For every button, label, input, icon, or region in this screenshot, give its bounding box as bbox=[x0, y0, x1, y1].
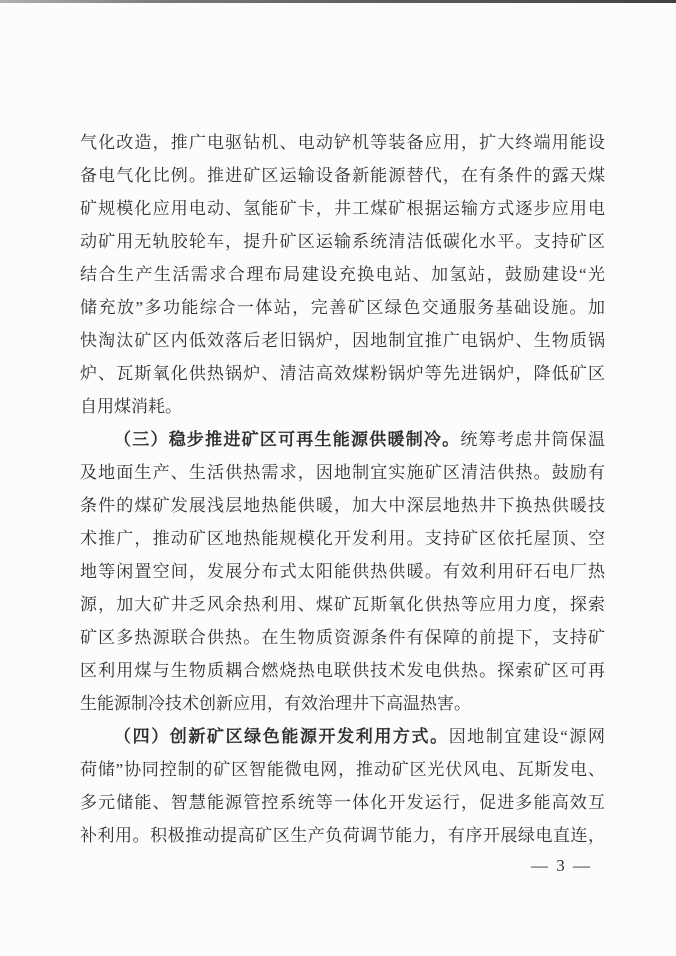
text-line: 区利用煤与生物质耦合燃烧热电联供技术发电供热。探索矿区可再 bbox=[80, 661, 605, 680]
text-line: 生能源制冷技术创新应用，有效治理井下高温热害。 bbox=[80, 694, 471, 713]
scan-edge-artifact bbox=[0, 0, 676, 3]
section-heading-3: （三）稳步推进矿区可再生能源供暖制冷。 bbox=[114, 430, 461, 449]
text-line: 源，加大矿井乏风余热利用、煤矿瓦斯氧化供热等应用力度，探索 bbox=[80, 595, 605, 614]
text-line: 补利用。积极推动提高矿区生产负荷调节能力，有序开展绿电直连， bbox=[80, 826, 605, 845]
text-line bbox=[80, 720, 605, 753]
page-number: — 3 — bbox=[531, 856, 592, 875]
text-line: 荷储”协同控制的矿区智能微电网，推动矿区光伏风电、瓦斯发电、 bbox=[80, 760, 605, 779]
text-line: 备电气化比例。推进矿区运输设备新能源替代，在有条件的露天煤 bbox=[80, 166, 605, 185]
text-line: 炉、瓦斯氧化供热锅炉、清洁高效煤粉锅炉等先进锅炉，降低矿区 bbox=[80, 364, 605, 383]
text-line: 矿区多热源联合供热。在生物质资源条件有保障的前提下，支持矿 bbox=[80, 628, 605, 647]
text-line: 结合生产生活需求合理布局建设充换电站、加氢站，鼓励建设“光 bbox=[80, 265, 605, 284]
text-line: 动矿用无轨胶轮车，提升矿区运输系统清洁低碳化水平。支持矿区 bbox=[80, 232, 605, 251]
text-line-rest: 统筹考虑井筒保温 bbox=[460, 430, 605, 449]
text-line: 气化改造，推广电驱钻机、电动铲机等装备应用，扩大终端用能设 bbox=[80, 133, 605, 152]
text-line bbox=[80, 423, 605, 456]
section-heading-4: （四）创新矿区绿色能源开发利用方式。 bbox=[114, 727, 449, 746]
text-line: 自用煤消耗。 bbox=[80, 397, 182, 416]
document-body bbox=[80, 126, 605, 852]
text-line: 储充放”多功能综合一体站，完善矿区绿色交通服务基础设施。加 bbox=[80, 298, 605, 317]
text-line: 矿规模化应用电动、氢能矿卡，井工煤矿根据运输方式逐步应用电 bbox=[80, 199, 605, 218]
text-line: 快淘汰矿区内低效落后老旧锅炉，因地制宜推广电锅炉、生物质锅 bbox=[80, 331, 605, 350]
text-line: 术推广，推动矿区地热能规模化开发利用。支持矿区依托屋顶、空 bbox=[80, 529, 605, 548]
text-line: 及地面生产、生活供热需求，因地制宜实施矿区清洁供热。鼓励有 bbox=[80, 463, 605, 482]
text-line: 条件的煤矿发展浅层地热能供暖，加大中深层地热井下换热供暖技 bbox=[80, 496, 605, 515]
text-line: 多元储能、智慧能源管控系统等一体化开发运行，促进多能高效互 bbox=[80, 793, 605, 812]
text-line-rest: 因地制宜建设“源网 bbox=[448, 727, 605, 746]
text-line: 地等闲置空间，发展分布式太阳能供热供暖。有效利用矸石电厂热 bbox=[80, 562, 605, 581]
